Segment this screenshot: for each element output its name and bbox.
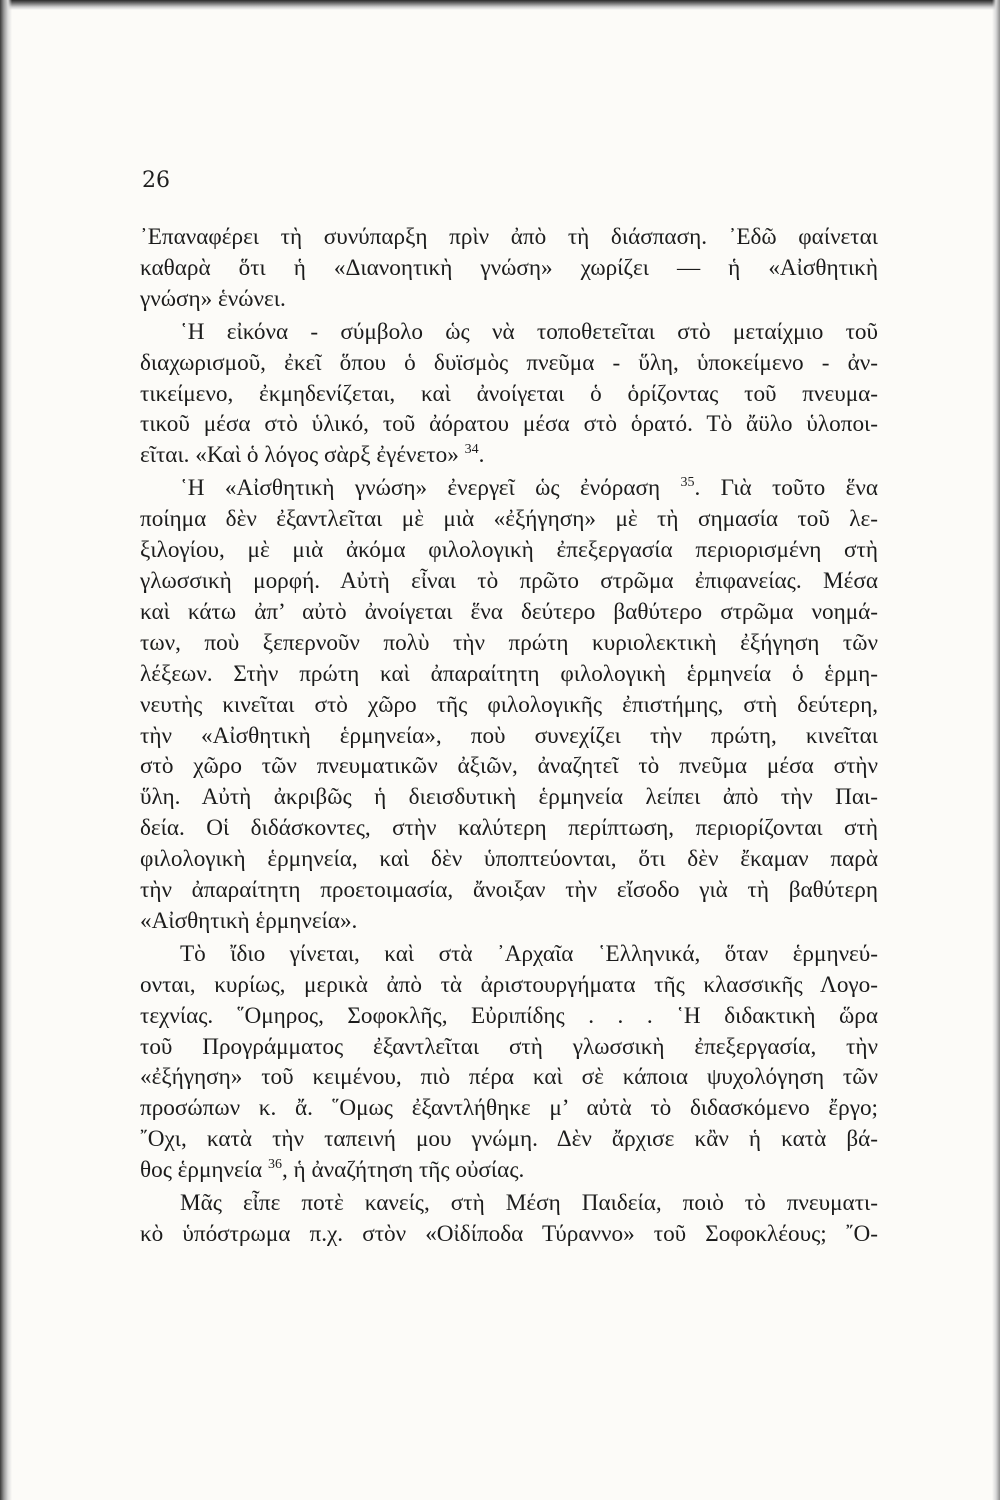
- text-line: ξιλογίου, μὲ μιὰ ἀκόμα φιλολογικὴ ἐπεξεργασία περιορισμένη στὴ: [140, 537, 878, 564]
- line-text: .: [478, 442, 485, 469]
- text-line: [140, 440, 878, 471]
- text-line: ονται, κυρίως, μερικὰ ἀπὸ τὰ ἀριστουργήματα τῆς κλασσικῆς Λογο-: [140, 971, 878, 998]
- text-line: νευτὴς κινεῖται στὸ χῶρο τῆς φιλολογικῆς ἐπιστήμης, στὴ δεύτερη,: [140, 691, 878, 718]
- body-text: [140, 222, 878, 1250]
- paragraph: [140, 939, 878, 1186]
- text-line: κὸ ὑπόστρωμα π.χ. στὸν «Οἰδίποδα Τύραννο» τοῦ Σοφοκλέους; ῎Ο-: [140, 1221, 878, 1247]
- text-line: «Αἰσθητικὴ ἑρμηνεία».: [140, 907, 358, 934]
- text-line: [140, 1155, 878, 1186]
- line-text: , ἡ ἀναζήτηση τῆς οὐσίας.: [281, 1157, 525, 1184]
- text-line: Τὸ ἴδιο γίνεται, καὶ στὰ ᾿Αρχαῖα ῾Ελληνικά, ὅταν ἑρμηνεύ-: [180, 940, 878, 967]
- text-line: γνώση» ἑνώνει.: [140, 285, 286, 312]
- text-line: προσώπων κ. ἄ. ῞Ομως ἐξαντλήθηκε μ’ αὐτὰ τὸ διδασκόμενο ἔργο;: [140, 1095, 878, 1122]
- text-line: διαχωρισμοῦ, ἐκεῖ ὅπου ὁ δυϊσμὸς πνεῦμα - ὕλη, ὑποκείμενο - ἀν-: [140, 349, 878, 376]
- text-line: ᾿Επαναφέρει τὴ συνύπαρξη πρὶν ἀπὸ τὴ διάσπαση. ᾿Εδῶ φαίνεται: [140, 224, 878, 250]
- text-line: τὴν ἀπαραίτητη προετοιμασία, ἄνοιξαν τὴν εἴσοδο γιὰ τὴ βαθύτερη: [140, 877, 878, 904]
- text-line: τικοῦ μέσα στὸ ὑλικό, τοῦ ἀόρατου μέσα στὸ ὁρατό. Τὸ ἄϋλο ὑλοποι-: [140, 411, 878, 438]
- line-text: ῾Η «Αἰσθητικὴ γνώση» ἐνεργεῖ ὡς ἐνόραση: [180, 475, 661, 502]
- text-line: καὶ κάτω ἀπ’ αὐτὸ ἀνοίγεται ἕνα δεύτερο βαθύτερο στρῶμα νοημά-: [140, 598, 878, 625]
- line-text: . Γιὰ τοῦτο ἕνα: [694, 475, 878, 502]
- text-line: δεία. Οἱ διδάσκοντες, στὴν καλύτερη περίπτωση, περιορίζονται στὴ: [140, 815, 878, 842]
- footnote-ref: 36: [267, 1157, 282, 1173]
- scan-border-left: [0, 0, 12, 1500]
- footnote-ref: 35: [680, 475, 695, 491]
- text-line: τοῦ Προγράμματος ἐξαντλεῖται στὴ γλωσσικὴ ἐπεξεργασία, τὴν: [140, 1033, 878, 1060]
- text-line: τεχνίας. ῞Ομηρος, Σοφοκλῆς, Εὐριπίδης . . . ῾Η διδακτικὴ ὥρα: [140, 1002, 878, 1029]
- page-number: 26: [142, 168, 170, 193]
- text-line: ποίημα δὲν ἐξαντλεῖται μὲ μιὰ «ἐξήγηση» μὲ τὴ σημασία τοῦ λε-: [140, 506, 878, 533]
- scan-border-top: [0, 0, 1000, 10]
- paragraph: [140, 1188, 878, 1250]
- line-text: εῖται. «Καὶ ὁ λόγος σὰρξ ἐγένετο»: [140, 442, 459, 469]
- line-text: θος ἑρμηνεία: [140, 1157, 263, 1184]
- text-line: ὕλη. Αὐτὴ ἀκριβῶς ἡ διεισδυτικὴ ἑρμηνεία λείπει ἀπὸ τὴν Παι-: [140, 784, 878, 811]
- text-line: λέξεων. Στὴν πρώτη καὶ ἀπαραίτητη φιλολογικὴ ἑρμηνεία ὁ ἑρμη-: [140, 660, 878, 687]
- text-line: γλωσσικὴ μορφή. Αὐτὴ εἶναι τὸ πρῶτο στρῶμα ἐπιφανείας. Μέσα: [140, 567, 878, 594]
- text-line: των, ποὺ ξεπερνοῦν πολὺ τὴν πρώτη κυριολεκτικὴ ἐξήγηση τῶν: [140, 629, 878, 656]
- paragraph: [140, 317, 878, 472]
- text-line: ῎Οχι, κατὰ τὴν ταπεινή μου γνώμη. Δὲν ἄρχισε κἂν ἡ κατὰ βά-: [140, 1126, 878, 1153]
- text-line: τικείμενο, ἐκμηδενίζεται, καὶ ἀνοίγεται ὁ ὁρίζοντας τοῦ πνευμα-: [140, 380, 878, 407]
- text-line: «ἐξήγηση» τοῦ κειμένου, πιὸ πέρα καὶ σὲ κάποια ψυχολόγηση τῶν: [140, 1064, 878, 1091]
- text-line: στὸ χῶρο τῶν πνευματικῶν ἀξιῶν, ἀναζητεῖ τὸ πνεῦμα μέσα στὴν: [140, 753, 878, 780]
- text-line: τὴν «Αἰσθητικὴ ἑρμηνεία», ποὺ συνεχίζει τὴν πρώτη, κινεῖται: [140, 722, 878, 749]
- paragraph: [140, 222, 878, 315]
- text-line: ῾Η εἰκόνα - σύμβολο ὡς νὰ τοποθετεῖται στὸ μεταίχμιο τοῦ: [180, 318, 878, 345]
- footnote-ref: 34: [464, 442, 479, 458]
- text-line: [140, 473, 878, 504]
- text-line: καθαρὰ ὅτι ἡ «Διανοητικὴ γνώση» χωρίζει — ἡ «Αἰσθητικὴ: [140, 254, 878, 281]
- text-line: φιλολογικὴ ἑρμηνεία, καὶ δὲν ὑποπτεύονται, ὅτι δὲν ἔκαμαν παρὰ: [140, 846, 878, 873]
- paragraph: [140, 473, 878, 937]
- text-line: Μᾶς εἶπε ποτὲ κανείς, στὴ Μέση Παιδεία, ποιὸ τὸ πνευματι-: [180, 1190, 878, 1217]
- scan-border-right: [992, 0, 1000, 1500]
